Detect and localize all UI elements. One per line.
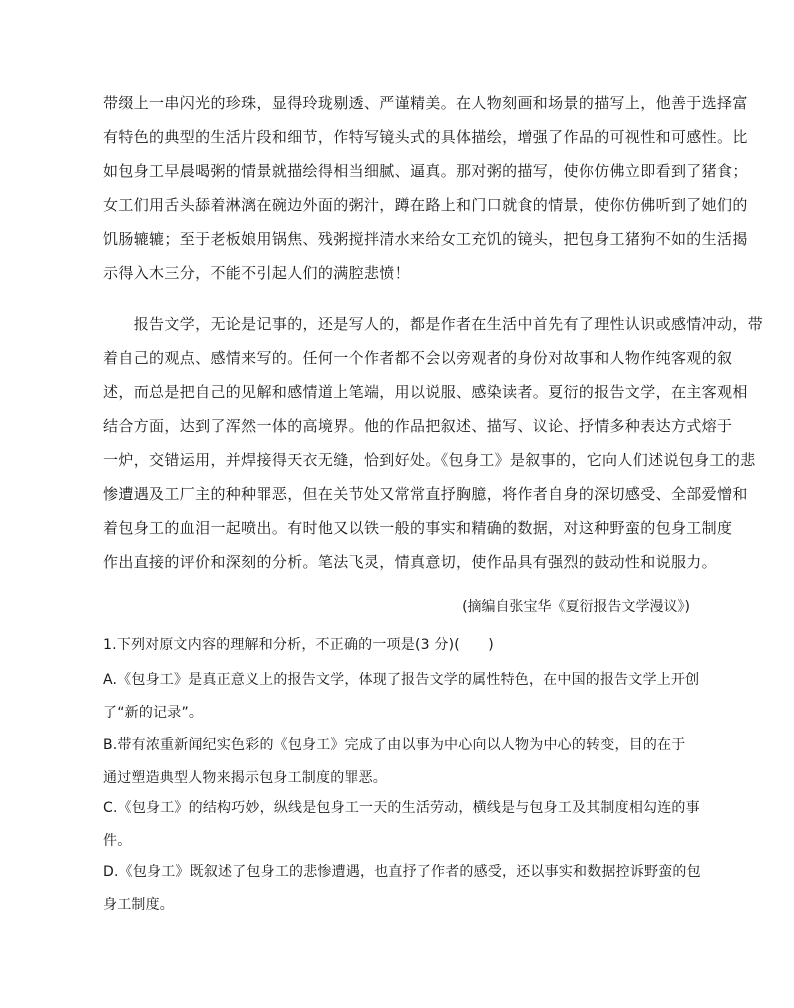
- option-d-line: D.《包身工》既叙述了包身工的悲惨遭遇，也直抒了作者的感受，还以事实和数据控诉野蛮的包: [103, 864, 701, 880]
- text-line: 饥肠辘辘；至于老板娘用锅焦、残粥搅拌清水来给女工充饥的镜头，把包身工猪狗不如的生活揭: [103, 230, 748, 248]
- option-c-line: C.《包身工》的结构巧妙，纵线是包身工一天的生活劳动，横线是与包身工及其制度相勾连的事: [103, 800, 700, 816]
- text-line: 着包身工的血泪一起喷出。有时他又以铁一般的事实和精确的数据，对这种野蛮的包身工制度: [103, 519, 733, 537]
- text-line: 带缀上一串闪光的珍珠，显得玲珑剔透、严谨精美。在人物刻画和场景的描写上，他善于选择富: [103, 94, 748, 112]
- text-line: 报告文学，无论是记事的，还是写人的，都是作者在生活中首先有了理性认识或感情冲动，带: [103, 315, 764, 333]
- text-line: 着自己的观点、感情来写的。任何一个作者都不会以旁观者的身份对故事和人物作纯客观的叙: [103, 349, 733, 367]
- text-line: 结合方面，达到了浑然一体的高境界。他的作品把叙述、描写、议论、抒情多种表达方式熔于: [103, 417, 733, 435]
- option-b-line: B.带有浓重新闻纪实色彩的《包身工》完成了由以事为中心向以人物为中心的转变，目的在于: [103, 737, 686, 753]
- option-d: [103, 857, 701, 920]
- text-line: 女工们用舌头舔着淋漓在碗边外面的粥汁，蹲在路上和门口就食的情景，使你仿佛听到了她们的: [103, 196, 748, 214]
- option-a-line: 了“新的记录”。: [103, 705, 204, 721]
- text-line: 一炉，交错运用，并焊接得天衣无缝，恰到好处。《包身工》是叙事的，它向人们述说包身工的悲: [103, 451, 756, 469]
- source-citation: (摘编自张宝华《夏衍报告文学漫议》): [462, 599, 690, 615]
- option-c-line: 件。: [103, 833, 132, 849]
- text-line: 述，而总是把自己的见解和感情道上笔端，用以说服、感染读者。夏衍的报告文学，在主客观相: [103, 383, 748, 401]
- option-a-line: A.《包身工》是真正意义上的报告文学，体现了报告文学的属性特色，在中国的报告文学上开创: [103, 672, 700, 688]
- text-line: 惨遭遇及工厂主的种种罪恶，但在关节处又常常直抒胸臆，将作者自身的深切感受、全部爱憎和: [103, 485, 748, 503]
- option-b-line: 通过塑造典型人物来揭示包身工制度的罪恶。: [103, 770, 387, 786]
- text-line: 作出直接的评价和深刻的分析。笔法飞灵，情真意切，使作品具有强烈的鼓动性和说服力。: [103, 553, 718, 571]
- passage-paragraph-2: [103, 307, 764, 579]
- text-line: 有特色的典型的生活片段和细节，作特写镜头式的具体描绘，增强了作品的可视性和可感性。比: [103, 128, 748, 146]
- option-c: [103, 793, 700, 856]
- question-stem: [103, 630, 695, 660]
- option-a: [103, 665, 700, 728]
- text-line: 如包身工早晨喝粥的情景就描绘得相当细腻、逼真。那对粥的描写，使你仿佛立即看到了猪食；: [103, 162, 748, 180]
- text-line: 示得入木三分，不能不引起人们的满腔悲愤！: [103, 264, 411, 282]
- option-d-line: 身工制度。: [103, 897, 174, 913]
- question-stem-text: 1.下列对原文内容的理解和分析，不正确的一项是(3 分)( ): [103, 637, 494, 653]
- option-b: [103, 730, 695, 793]
- passage-paragraph-1: [103, 86, 748, 290]
